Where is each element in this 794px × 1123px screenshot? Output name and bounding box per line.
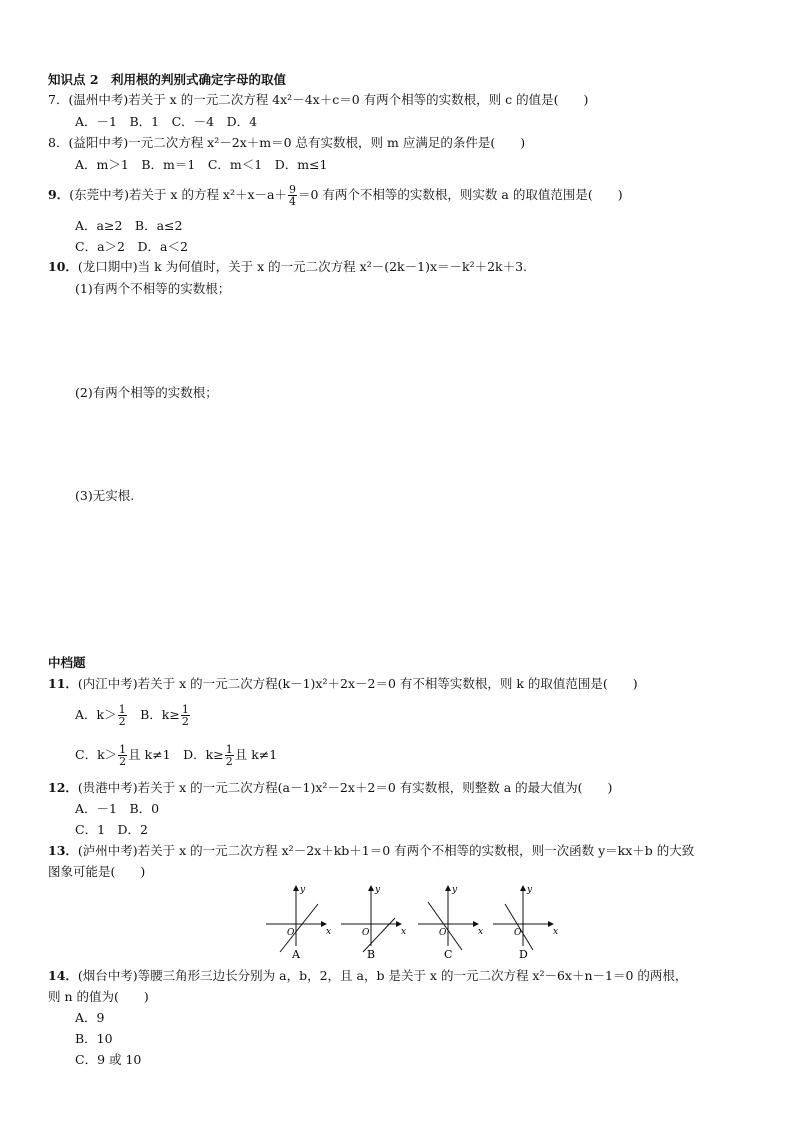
graph-line <box>280 904 318 952</box>
question-text: (泸州中考)若关于 x 的一元二次方程 x²－2x＋kb＋1＝0 有两个不相等的实数根，则一次函数 y＝kx＋b 的大致 <box>77 843 695 858</box>
graph-line <box>428 902 462 950</box>
linear-function-graphs <box>258 882 558 962</box>
question-14 <box>48 968 687 984</box>
y-axis-label: y <box>527 885 533 895</box>
question-8 <box>48 135 525 151</box>
question-9-options-row1: A．a≥2 B．a≤2 <box>75 218 183 233</box>
question-number: 11． <box>48 676 78 691</box>
option-c: C．k＞ <box>75 747 118 762</box>
question-text-after: ＝0 有两个不相等的实数根，则实数 a 的取值范围是( ) <box>298 187 623 202</box>
origin-label: O <box>514 928 522 938</box>
question-number: 10． <box>48 259 78 274</box>
x-axis-label: x <box>553 927 558 937</box>
option-b: B．k≥ <box>140 707 180 722</box>
option-d: D．k≥ <box>183 747 224 762</box>
question-text: (烟台中考)等腰三角形三边长分别为 a，b，2，且 a，b 是关于 x 的一元二次方程 x²－6x＋n－1＝0 的两根， <box>77 968 688 983</box>
question-text-before: (东莞中考)若关于 x 的方程 x²＋x－a＋ <box>69 187 287 202</box>
question-11-options-row1 <box>75 700 191 730</box>
question-text: (内江中考)若关于 x 的一元二次方程(k－1)x²＋2x－2＝0 有不相等实数根，则 k 的取值范围是( ) <box>77 676 638 691</box>
question-12-options-row1: A．－1 B．0 <box>75 801 160 816</box>
question-text: (龙口期中)当 k 为何值时，关于 x 的一元二次方程 x²－(2k－1)x＝－k²＋2k＋3. <box>77 259 528 274</box>
y-axis-label: y <box>375 885 381 895</box>
x-axis-label: x <box>401 927 407 937</box>
fraction-half: $\frac{1}{2}$ <box>118 703 126 728</box>
origin-label: O <box>362 928 370 938</box>
origin-label: O <box>287 928 295 938</box>
question-10-part-2: (2)有两个相等的实数根； <box>75 385 218 400</box>
question-11-options-row2: C．k＞ $\frac{1}{2}$ 且 k≠1 D．k≥ $\frac{1}{2}$ 且 k≠1 <box>75 743 278 768</box>
option-a: A．k＞ <box>75 707 117 722</box>
graph-option-label: A <box>292 948 300 961</box>
question-7 <box>48 92 588 108</box>
question-text: (温州中考)若关于 x 的一元二次方程 4x²－4x＋c＝0 有两个相等的实数根，则 c 的值是( ) <box>68 92 589 107</box>
question-number: 8． <box>48 135 69 150</box>
fraction-half: $\frac{1}{2}$ <box>181 703 189 728</box>
y-axis-label: y <box>300 885 306 895</box>
fraction-half: $\frac{1}{2}$ <box>119 743 127 768</box>
question-number: 7． <box>48 92 69 107</box>
x-axis-label: x <box>326 927 332 937</box>
fraction-half: $\frac{1}{2}$ <box>225 743 233 768</box>
question-14-option-c: C．9 或 10 <box>75 1052 142 1067</box>
question-number: 12． <box>48 780 78 795</box>
question-10 <box>48 259 527 275</box>
section-title: 知识点 2 利用根的判别式确定字母的取值 <box>48 72 287 87</box>
question-number: 13． <box>48 843 78 858</box>
graph-option-label: C <box>444 948 453 961</box>
question-14-option-a: A．9 <box>75 1010 105 1025</box>
fraction-nine-quarters: $\frac{9}{4}$ <box>289 183 296 208</box>
mid-difficulty-title: 中档题 <box>48 655 86 670</box>
question-number: 9． <box>48 187 70 202</box>
question-14-option-b: B．10 <box>75 1031 113 1046</box>
question-13-continued: 图象可能是( ) <box>48 864 146 879</box>
question-10-part-1: (1)有两个不相等的实数根； <box>75 281 231 296</box>
question-text: (贵港中考)若关于 x 的一元二次方程(a－1)x²－2x＋2＝0 有实数根，则整数 a 的最大值为( ) <box>77 780 613 795</box>
graph-option-label: B <box>367 948 376 961</box>
question-14-continued: 则 n 的值为( ) <box>48 989 149 1004</box>
question-7-options: A．－1 B．1 C．－4 D．4 <box>75 114 258 129</box>
question-9-options-row2: C．a＞2 D．a＜2 <box>75 239 188 254</box>
question-9 <box>48 180 623 210</box>
question-number: 14． <box>48 968 78 983</box>
question-13 <box>48 843 694 859</box>
y-axis-label: y <box>452 885 458 895</box>
x-axis-label: x <box>478 927 484 937</box>
question-text: (益阳中考)一元二次方程 x²－2x＋m＝0 总有实数根，则 m 应满足的条件是( ) <box>68 135 526 150</box>
graph-line <box>505 904 533 950</box>
origin-label: O <box>439 928 447 938</box>
question-11 <box>48 676 638 692</box>
question-10-part-3: (3)无实根. <box>75 488 135 503</box>
question-8-options: A．m＞1 B．m＝1 C．m＜1 D．m≤1 <box>75 157 328 172</box>
question-12-options-row2: C．1 D．2 <box>75 822 148 837</box>
graph-option-label: D <box>519 948 528 961</box>
question-12 <box>48 780 612 796</box>
